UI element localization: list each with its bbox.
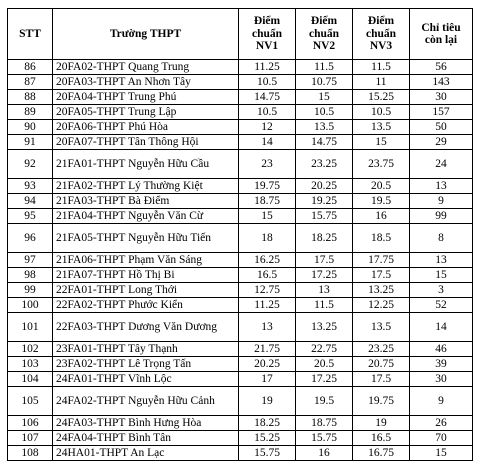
cell-nv1: 15.25 <box>239 431 296 446</box>
cell-remaining-quota: 99 <box>410 209 473 224</box>
cell-remaining-quota: 9 <box>410 194 473 209</box>
table-row <box>8 224 473 253</box>
cell-stt: 88 <box>8 90 53 105</box>
cell-remaining-quota: 13 <box>410 253 473 268</box>
cell-nv1: 21.75 <box>239 342 296 357</box>
cell-nv3: 13.25 <box>353 283 410 298</box>
cell-school: 23FA02-THPT Lê Trọng Tấn <box>53 357 239 372</box>
cell-nv2: 19.5 <box>296 387 353 416</box>
cell-remaining-quota: 46 <box>410 342 473 357</box>
cell-nv2: 20.5 <box>296 357 353 372</box>
cell-nv2: 23.25 <box>296 150 353 179</box>
cell-stt: 105 <box>8 387 53 416</box>
cell-nv1: 15.75 <box>239 446 296 461</box>
cell-nv3: 23.25 <box>353 342 410 357</box>
table-row <box>8 60 473 75</box>
cell-school: 24HA01-THPT An Lạc <box>53 446 239 461</box>
cell-nv3: 16.5 <box>353 431 410 446</box>
table-body <box>8 60 473 461</box>
cell-nv2: 17.5 <box>296 253 353 268</box>
cell-school: 20FA03-THPT An Nhơn Tây <box>53 75 239 90</box>
cell-nv3: 17.75 <box>353 253 410 268</box>
cell-nv2: 18.25 <box>296 224 353 253</box>
table-row <box>8 416 473 431</box>
cell-nv2: 15.75 <box>296 431 353 446</box>
table-row <box>8 431 473 446</box>
cell-nv1: 10.5 <box>239 105 296 120</box>
cell-nv1: 14 <box>239 135 296 150</box>
table-row <box>8 283 473 298</box>
table-row <box>8 372 473 387</box>
cell-nv1: 18 <box>239 224 296 253</box>
cell-school: 24FA04-THPT Bình Tân <box>53 431 239 446</box>
table-row <box>8 194 473 209</box>
cell-stt: 92 <box>8 150 53 179</box>
table-row <box>8 268 473 283</box>
cell-school: 22FA01-THPT Long Thới <box>53 283 239 298</box>
cell-remaining-quota: 24 <box>410 150 473 179</box>
header-remaining-quota: Chỉ tiêu còn lại <box>410 9 473 60</box>
cell-nv2: 11.5 <box>296 298 353 313</box>
cell-remaining-quota: 50 <box>410 120 473 135</box>
cell-remaining-quota: 143 <box>410 75 473 90</box>
table-row <box>8 75 473 90</box>
cell-nv3: 10.5 <box>353 105 410 120</box>
cell-nv1: 19.75 <box>239 179 296 194</box>
cell-school: 20FA04-THPT Trung Phú <box>53 90 239 105</box>
cell-remaining-quota: 3 <box>410 283 473 298</box>
cell-nv3: 19.5 <box>353 194 410 209</box>
table-row <box>8 90 473 105</box>
cell-nv1: 18.75 <box>239 194 296 209</box>
cell-stt: 94 <box>8 194 53 209</box>
header-nv3: Điểm chuẩn NV3 <box>353 9 410 60</box>
cell-stt: 86 <box>8 60 53 75</box>
cell-school: 24FA03-THPT Bình Hưng Hòa <box>53 416 239 431</box>
cell-remaining-quota: 30 <box>410 90 473 105</box>
cell-nv3: 15 <box>353 135 410 150</box>
cell-school: 20FA02-THPT Quang Trung <box>53 60 239 75</box>
cell-remaining-quota: 52 <box>410 298 473 313</box>
cell-nv3: 19.75 <box>353 387 410 416</box>
cell-nv3: 20.5 <box>353 179 410 194</box>
cell-nv1: 12 <box>239 120 296 135</box>
cell-remaining-quota: 29 <box>410 135 473 150</box>
cell-remaining-quota: 13 <box>410 179 473 194</box>
cell-nv2: 13 <box>296 283 353 298</box>
cell-nv1: 15 <box>239 209 296 224</box>
table-row <box>8 253 473 268</box>
header-stt: STT <box>8 9 53 60</box>
cell-nv2: 10.75 <box>296 75 353 90</box>
cell-nv3: 11.5 <box>353 60 410 75</box>
cell-nv2: 13.25 <box>296 313 353 342</box>
table-row <box>8 342 473 357</box>
cell-school: 21FA07-THPT Hồ Thị Bi <box>53 268 239 283</box>
cell-nv1: 23 <box>239 150 296 179</box>
cell-nv2: 17.25 <box>296 372 353 387</box>
cell-remaining-quota: 56 <box>410 60 473 75</box>
cell-remaining-quota: 157 <box>410 105 473 120</box>
cell-stt: 97 <box>8 253 53 268</box>
header-row <box>8 9 473 60</box>
cell-nv1: 12.75 <box>239 283 296 298</box>
cell-school: 22FA02-THPT Phước Kiển <box>53 298 239 313</box>
cell-nv3: 16.75 <box>353 446 410 461</box>
cell-nv1: 20.25 <box>239 357 296 372</box>
cell-stt: 104 <box>8 372 53 387</box>
cell-remaining-quota: 39 <box>410 357 473 372</box>
cell-remaining-quota: 70 <box>410 431 473 446</box>
cell-nv1: 16.5 <box>239 268 296 283</box>
cell-school: 20FA07-THPT Tân Thông Hội <box>53 135 239 150</box>
cell-stt: 99 <box>8 283 53 298</box>
cell-nv2: 15 <box>296 90 353 105</box>
cell-remaining-quota: 26 <box>410 416 473 431</box>
cell-remaining-quota: 30 <box>410 372 473 387</box>
cell-nv1: 18.25 <box>239 416 296 431</box>
cell-nv2: 11.5 <box>296 60 353 75</box>
cell-school: 21FA06-THPT Phạm Văn Sáng <box>53 253 239 268</box>
table-row <box>8 387 473 416</box>
cell-nv1: 11.25 <box>239 60 296 75</box>
cell-stt: 93 <box>8 179 53 194</box>
cell-school: 24FA02-THPT Nguyễn Hữu Cảnh <box>53 387 239 416</box>
table-row <box>8 313 473 342</box>
header-nv1: Điểm chuẩn NV1 <box>239 9 296 60</box>
cell-school: 21FA03-THPT Bà Điểm <box>53 194 239 209</box>
cell-nv3: 23.75 <box>353 150 410 179</box>
cell-nv2: 19.25 <box>296 194 353 209</box>
cell-stt: 95 <box>8 209 53 224</box>
cell-nv3: 11 <box>353 75 410 90</box>
cell-nv3: 13.5 <box>353 120 410 135</box>
table-row <box>8 209 473 224</box>
cell-remaining-quota: 15 <box>410 446 473 461</box>
cell-stt: 103 <box>8 357 53 372</box>
cell-school: 22FA03-THPT Dương Văn Dương <box>53 313 239 342</box>
admission-table <box>7 8 473 461</box>
table-row <box>8 179 473 194</box>
cell-nv1: 13 <box>239 313 296 342</box>
cell-nv3: 17.5 <box>353 268 410 283</box>
cell-school: 21FA01-THPT Nguyễn Hữu Cầu <box>53 150 239 179</box>
cell-nv2: 22.75 <box>296 342 353 357</box>
cell-nv3: 13.5 <box>353 313 410 342</box>
cell-nv2: 17.25 <box>296 268 353 283</box>
cell-nv2: 18.75 <box>296 416 353 431</box>
cell-nv2: 13.5 <box>296 120 353 135</box>
cell-nv3: 17.5 <box>353 372 410 387</box>
cell-stt: 98 <box>8 268 53 283</box>
table-row <box>8 135 473 150</box>
cell-nv3: 18.5 <box>353 224 410 253</box>
table-row <box>8 150 473 179</box>
cell-nv2: 16 <box>296 446 353 461</box>
cell-nv3: 15.25 <box>353 90 410 105</box>
cell-stt: 101 <box>8 313 53 342</box>
cell-stt: 87 <box>8 75 53 90</box>
cell-school: 24FA01-THPT Vĩnh Lộc <box>53 372 239 387</box>
cell-nv2: 14.75 <box>296 135 353 150</box>
cell-nv3: 16 <box>353 209 410 224</box>
cell-nv1: 11.25 <box>239 298 296 313</box>
cell-nv2: 10.5 <box>296 105 353 120</box>
cell-nv2: 20.25 <box>296 179 353 194</box>
cell-school: 23FA01-THPT Tây Thạnh <box>53 342 239 357</box>
cell-stt: 96 <box>8 224 53 253</box>
table-row <box>8 120 473 135</box>
cell-stt: 89 <box>8 105 53 120</box>
cell-stt: 106 <box>8 416 53 431</box>
cell-stt: 90 <box>8 120 53 135</box>
header-nv2: Điểm chuẩn NV2 <box>296 9 353 60</box>
table-row <box>8 105 473 120</box>
cell-school: 20FA06-THPT Phú Hòa <box>53 120 239 135</box>
cell-remaining-quota: 15 <box>410 268 473 283</box>
cell-nv2: 15.75 <box>296 209 353 224</box>
table-row <box>8 446 473 461</box>
cell-nv3: 20.75 <box>353 357 410 372</box>
cell-stt: 102 <box>8 342 53 357</box>
cell-nv3: 19 <box>353 416 410 431</box>
cell-stt: 108 <box>8 446 53 461</box>
cell-stt: 107 <box>8 431 53 446</box>
cell-school: 21FA02-THPT Lý Thường Kiệt <box>53 179 239 194</box>
cell-remaining-quota: 8 <box>410 224 473 253</box>
cell-remaining-quota: 9 <box>410 387 473 416</box>
cell-nv1: 14.75 <box>239 90 296 105</box>
cell-school: 20FA05-THPT Trung Lập <box>53 105 239 120</box>
cell-nv1: 10.5 <box>239 75 296 90</box>
cell-nv1: 19 <box>239 387 296 416</box>
cell-school: 21FA04-THPT Nguyễn Văn Cừ <box>53 209 239 224</box>
table-row <box>8 357 473 372</box>
cell-nv1: 17 <box>239 372 296 387</box>
cell-remaining-quota: 14 <box>410 313 473 342</box>
header-school: Trường THPT <box>53 9 239 60</box>
cell-nv3: 12.25 <box>353 298 410 313</box>
cell-stt: 100 <box>8 298 53 313</box>
cell-school: 21FA05-THPT Nguyễn Hữu Tiến <box>53 224 239 253</box>
cell-nv1: 16.25 <box>239 253 296 268</box>
cell-stt: 91 <box>8 135 53 150</box>
table-row <box>8 298 473 313</box>
